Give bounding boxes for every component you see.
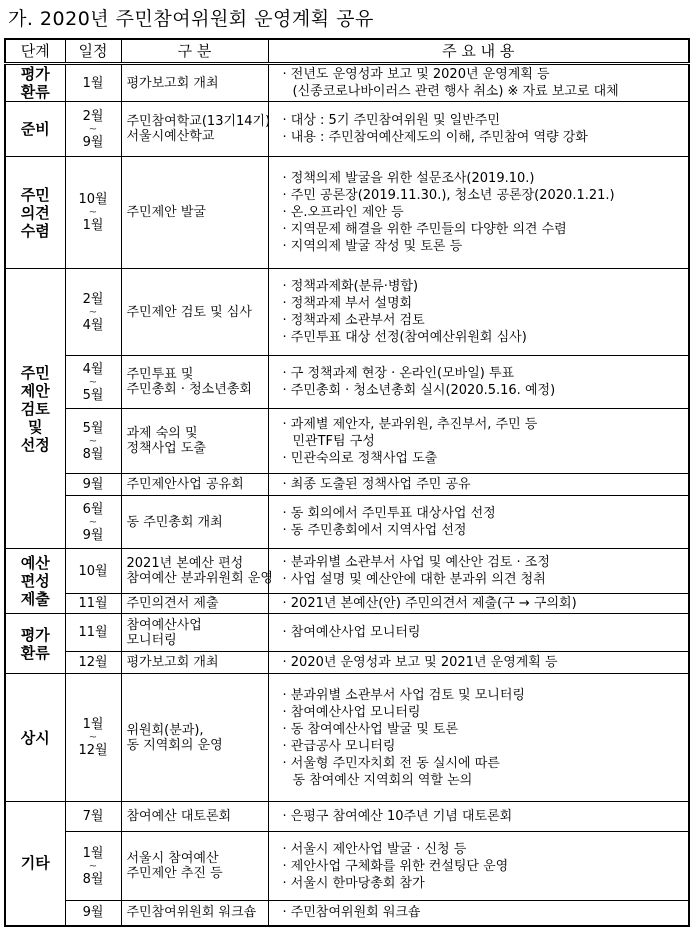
schedule-month: 5월	[82, 420, 104, 436]
content-text: 정책과제 소관부서 검토	[290, 313, 425, 328]
bullet-icon: ·	[282, 875, 287, 891]
content-text: 동 주민총회에서 지역사업 선정	[290, 523, 467, 538]
content-item	[283, 416, 689, 433]
bullet-icon: ·	[282, 313, 287, 328]
table-row	[5, 652, 689, 674]
content-text: 온.오프라인 제안 등	[290, 205, 404, 220]
bullet-icon: ·	[282, 450, 287, 466]
content-item	[283, 738, 689, 755]
stage-label-line: 주민	[20, 185, 50, 204]
bullet-icon: ·	[282, 239, 287, 254]
schedule-month: 4월	[82, 361, 104, 377]
content-text: 전년도 운영성과 보고 및 2020년 운영계획 등	[290, 67, 550, 82]
category-line: 주민총회 · 청소년총회	[126, 382, 252, 397]
schedule-month: 12월	[78, 743, 108, 758]
content-item	[283, 83, 689, 100]
content-text: 서울시 제안사업 발굴 · 신청 등	[290, 841, 467, 857]
stage-cell	[5, 802, 65, 926]
stage-cell	[5, 64, 65, 102]
content-text: 최종 도출된 정책사업 주민 공유	[290, 477, 471, 492]
bullet-icon: ·	[282, 222, 287, 237]
content-text: 사업 설명 및 예산안에 대한 분과위 의견 청취	[290, 572, 546, 587]
content-cell	[268, 269, 689, 356]
category-line: 모니터링	[126, 632, 177, 648]
content-text: 동 참여예산사업 발굴 및 토론	[290, 721, 459, 737]
content-cell	[268, 802, 689, 832]
stage-cell	[5, 102, 65, 157]
category-cell	[121, 549, 273, 594]
schedule-cell	[65, 549, 121, 594]
bullet-icon: ·	[282, 687, 287, 703]
bullet-icon: ·	[282, 721, 287, 737]
schedule-cell	[65, 474, 121, 496]
schedule-cell	[65, 901, 121, 926]
content-item	[283, 129, 689, 146]
content-text: 과제별 제안자, 분과위원, 추진부서, 주민 등	[290, 416, 538, 432]
bullet-icon: ·	[282, 383, 287, 398]
schedule-cell	[65, 64, 121, 102]
schedule-month: 1월	[82, 218, 104, 233]
category-cell	[121, 614, 268, 652]
schedule-month: 10월	[78, 563, 108, 579]
category-cell	[121, 901, 268, 926]
table-row	[5, 409, 689, 474]
schedule-month: 4월	[82, 317, 104, 333]
bullet-icon: ·	[282, 572, 287, 587]
content-text: 민관숙의로 정책사업 도출	[290, 450, 438, 466]
content-text: 정책과제화(분류·병합)	[290, 279, 419, 294]
schedule-month: 2월	[82, 291, 104, 307]
content-text: 정책의제 발굴을 위한 설문조사(2019.10.)	[290, 171, 535, 186]
content-text: 정책과제 부서 설명회	[290, 296, 413, 311]
content-cell	[268, 64, 689, 102]
category-cell	[121, 802, 268, 832]
bullet-icon: ·	[282, 188, 287, 203]
stage-label-line: 수렴	[20, 221, 50, 240]
stage-label-line: 상시	[20, 728, 50, 747]
stage-cell	[5, 549, 65, 614]
content-text: 참여예산사업 모니터링	[290, 704, 421, 720]
bullet-icon: ·	[282, 130, 287, 145]
content-text: 은평구 참여예산 10주년 기념 대토론회	[290, 809, 513, 824]
table-row	[5, 802, 689, 832]
schedule-month: 1월	[82, 845, 104, 861]
bullet-icon: ·	[282, 625, 287, 640]
header-content: 주 요 내 용	[268, 39, 689, 64]
schedule-month: 5월	[82, 387, 104, 403]
category-line: 동 지역회의 운영	[126, 737, 223, 753]
bullet-icon: ·	[282, 555, 287, 570]
stage-label-line: 환류	[20, 643, 50, 662]
bullet-icon: ·	[282, 596, 287, 611]
stage-cell	[5, 614, 65, 674]
category-cell	[121, 496, 268, 549]
content-item	[283, 522, 689, 539]
content-item	[283, 858, 689, 875]
header-category: 구 분	[121, 39, 268, 64]
category-line: 주민제안사업 공유회	[126, 477, 244, 492]
content-item	[283, 841, 689, 858]
content-cell	[268, 594, 689, 614]
content-text: 구 정책과제 현장 · 온라인(모바일) 투표	[290, 366, 515, 381]
category-line: 평가보고회 개최	[126, 75, 219, 91]
content-item	[283, 624, 689, 641]
content-item	[283, 505, 689, 522]
bullet-icon: ·	[282, 704, 287, 720]
range-separator: ~	[88, 516, 98, 528]
content-item	[283, 170, 689, 187]
schedule-cell	[65, 157, 121, 269]
content-item	[283, 450, 689, 467]
content-item	[283, 904, 689, 921]
content-item	[283, 66, 689, 83]
category-cell	[121, 269, 268, 356]
schedule-cell	[65, 356, 121, 409]
category-cell	[121, 652, 268, 674]
stage-label-line: 주민	[20, 363, 50, 382]
range-separator: ~	[88, 860, 98, 872]
content-item	[283, 204, 689, 221]
bullet-icon: ·	[282, 905, 287, 921]
content-text: 분과위별 소관부서 사업 및 예산안 검토 · 조정	[290, 555, 550, 570]
header-schedule: 일정	[65, 39, 121, 64]
bullet-icon: ·	[282, 416, 287, 432]
content-cell	[268, 614, 689, 652]
content-text: 대상 : 5기 주민참여위원 및 일반주민	[290, 113, 500, 128]
stage-label-line: 준비	[20, 120, 50, 138]
content-text: 서울형 주민자치회 전 동 실시에 따른	[290, 755, 500, 771]
content-item	[283, 329, 689, 346]
table-row	[5, 594, 689, 614]
schedule-month: 9월	[82, 905, 104, 921]
category-line: 주민투표 및	[126, 367, 194, 382]
stage-label-line: 편성	[20, 572, 50, 590]
category-line: 서울시예산학교	[126, 129, 215, 144]
content-text: 지역의제 발굴 작성 및 토론 등	[290, 239, 463, 254]
table-row	[5, 356, 689, 409]
content-item	[283, 687, 689, 704]
content-text: 2021년 본예산(안) 주민의견서 제출(구 → 구의회)	[290, 596, 577, 611]
stage-label-line: 의견	[20, 203, 50, 222]
category-cell	[121, 356, 268, 409]
stage-label-line: 검토	[20, 399, 50, 418]
category-cell	[121, 594, 268, 614]
schedule-month: 9월	[82, 134, 104, 150]
bullet-icon: ·	[282, 67, 287, 82]
content-text: 주민참여위원회 워크숍	[290, 905, 421, 921]
content-cell	[268, 157, 689, 269]
schedule-month: 1월	[82, 717, 104, 732]
schedule-cell	[65, 594, 121, 614]
bullet-icon: ·	[282, 279, 287, 294]
content-item	[283, 595, 689, 612]
schedule-cell	[65, 269, 121, 356]
range-separator: ~	[88, 435, 98, 447]
category-cell	[121, 157, 268, 269]
content-item	[283, 221, 689, 238]
content-text: 서울시 한마당총회 참가	[290, 875, 425, 891]
content-text: 제안사업 구체화를 위한 컨설팅단 운영	[290, 858, 509, 874]
content-text: 주민 공론장(2019.11.30.), 청소년 공론장(2020.1.21.)	[290, 188, 615, 203]
section-title: 가. 2020년 주민참여위원회 운영계획 공유	[8, 8, 374, 30]
content-item	[283, 755, 689, 772]
content-text: 민관TF팀 구성	[292, 433, 375, 449]
content-cell	[268, 409, 689, 474]
category-line: 주민참여위원회 워크숍	[126, 905, 257, 921]
schedule-cell	[65, 614, 121, 652]
table-row	[5, 614, 689, 652]
category-line: 동 주민총회 개최	[126, 514, 223, 530]
bullet-icon: ·	[282, 809, 287, 824]
content-item	[283, 808, 689, 825]
content-item	[283, 571, 689, 588]
operation-plan-table	[4, 38, 690, 927]
schedule-month: 10월	[78, 192, 108, 207]
schedule-month: 9월	[82, 527, 104, 543]
stage-label-line: 및	[28, 417, 43, 436]
content-text: 참여예산사업 모니터링	[290, 625, 421, 640]
schedule-month: 8월	[82, 446, 104, 462]
content-item	[283, 112, 689, 129]
table-row	[5, 496, 689, 549]
schedule-month: 9월	[82, 477, 104, 492]
content-cell	[268, 652, 689, 674]
stage-label-line: 선정	[20, 435, 50, 454]
range-separator: ~	[88, 732, 98, 743]
schedule-cell	[65, 832, 121, 901]
content-item	[283, 772, 689, 789]
content-cell	[268, 549, 689, 594]
bullet-icon: ·	[282, 366, 287, 381]
category-line: 정책사업 도출	[126, 441, 206, 456]
stage-label-line: 환류	[20, 83, 50, 101]
category-line: 위원회(분과),	[126, 722, 204, 738]
content-cell	[268, 674, 689, 802]
content-item	[283, 875, 689, 892]
content-cell	[268, 832, 689, 901]
range-separator: ~	[88, 376, 98, 388]
content-item	[283, 187, 689, 204]
content-item	[283, 476, 689, 493]
category-line: 주민제안 추진 등	[126, 866, 223, 881]
category-line: 주민의견서 제출	[126, 596, 219, 611]
content-item	[283, 295, 689, 312]
category-cell	[121, 409, 268, 474]
category-line: 서울시 참여예산	[126, 851, 219, 866]
category-line: 과제 숙의 및	[126, 426, 198, 441]
bullet-icon: ·	[282, 506, 287, 521]
table-row	[5, 157, 689, 269]
content-cell	[268, 356, 689, 409]
category-cell	[121, 474, 268, 496]
content-text: 주민투표 대상 선정(참여예산위원회 심사)	[290, 330, 527, 345]
category-line: 참여예산 분과위원회 운영	[126, 571, 273, 586]
bullet-icon: ·	[282, 755, 287, 771]
schedule-cell	[65, 652, 121, 674]
category-line: 주민참여학교(13기14기)	[126, 114, 271, 129]
content-item	[283, 312, 689, 329]
content-item	[283, 278, 689, 295]
stage-label-line: 평가	[20, 625, 50, 644]
range-separator: ~	[88, 123, 98, 135]
content-item	[283, 382, 689, 399]
content-item	[283, 554, 689, 571]
stage-label-line: 예산	[20, 554, 50, 572]
schedule-cell	[65, 102, 121, 157]
table-row	[5, 64, 689, 102]
bullet-icon: ·	[282, 477, 287, 492]
category-line: 2021년 본예산 편성	[126, 556, 244, 571]
schedule-month: 2월	[82, 108, 104, 124]
content-text: 동 회의에서 주민투표 대상사업 선정	[290, 506, 496, 521]
stage-cell	[5, 674, 65, 802]
bullet-icon: ·	[282, 841, 287, 857]
range-separator: ~	[88, 207, 98, 218]
category-line: 평가보고회 개최	[126, 655, 219, 670]
stage-label-line: 평가	[20, 65, 50, 83]
schedule-month: 11월	[78, 596, 108, 611]
category-cell	[121, 832, 268, 901]
content-text: 지역문제 해결을 위한 주민들의 다양한 의견 수렴	[290, 222, 567, 237]
table-row	[5, 832, 689, 901]
category-line: 주민제안 발굴	[126, 205, 206, 220]
content-text: 내용 : 주민참여예산제도의 이해, 주민참여 역량 강화	[290, 130, 588, 145]
category-line: 참여예산 대토론회	[126, 809, 232, 824]
content-item	[283, 654, 689, 671]
schedule-month: 12월	[78, 655, 108, 670]
content-text: 동 참여예산 지역회의 역할 논의	[292, 772, 473, 788]
category-cell	[121, 102, 271, 157]
content-item	[283, 721, 689, 738]
schedule-cell	[65, 674, 121, 802]
table-row	[5, 901, 689, 926]
schedule-cell	[65, 496, 121, 549]
stage-label-line: 제출	[20, 590, 50, 608]
stage-cell	[5, 157, 65, 269]
stage-cell	[5, 269, 65, 549]
bullet-icon: ·	[282, 858, 287, 874]
table-row	[5, 474, 689, 496]
table-row	[5, 549, 689, 594]
table-header-row	[5, 39, 689, 64]
bullet-icon: ·	[282, 523, 287, 538]
bullet-icon: ·	[282, 330, 287, 345]
stage-label-line: 제안	[20, 381, 50, 400]
category-cell	[121, 64, 268, 102]
content-text: 2020년 운영성과 보고 및 2021년 운영계획 등	[290, 655, 558, 670]
content-item	[283, 704, 689, 721]
schedule-month: 8월	[82, 871, 104, 887]
content-item	[283, 365, 689, 382]
range-separator: ~	[88, 306, 98, 318]
schedule-month: 1월	[82, 75, 104, 91]
content-cell	[268, 474, 689, 496]
table-row	[5, 269, 689, 356]
content-text: 주민총회 · 청소년총회 실시(2020.5.16. 예정)	[290, 383, 556, 398]
content-text: 관급공사 모니터링	[290, 738, 396, 754]
content-cell	[268, 496, 689, 549]
schedule-cell	[65, 409, 121, 474]
header-stage: 단계	[5, 39, 65, 64]
category-cell	[121, 674, 268, 802]
content-text: 분과위별 소관부서 사업 검토 및 모니터링	[290, 687, 525, 703]
bullet-icon: ·	[282, 205, 287, 220]
table-row	[5, 674, 689, 802]
content-item	[283, 238, 689, 255]
bullet-icon: ·	[282, 296, 287, 311]
schedule-cell	[65, 802, 121, 832]
bullet-icon: ·	[282, 171, 287, 186]
table-row	[5, 102, 689, 157]
schedule-month: 7월	[82, 809, 104, 824]
bullet-icon: ·	[282, 738, 287, 754]
schedule-month: 6월	[82, 501, 104, 517]
content-item	[283, 433, 689, 450]
content-cell	[268, 102, 689, 157]
content-cell	[268, 901, 689, 926]
content-text: (신종코로나바이러스 관련 행사 취소) ※ 자료 보고로 대체	[292, 84, 619, 99]
category-line: 참여예산사업	[126, 617, 202, 633]
bullet-icon: ·	[282, 655, 287, 670]
bullet-icon: ·	[282, 113, 287, 128]
category-line: 주민제안 검토 및 심사	[126, 304, 252, 320]
stage-label-line: 기타	[20, 854, 50, 873]
schedule-month: 11월	[78, 625, 108, 640]
